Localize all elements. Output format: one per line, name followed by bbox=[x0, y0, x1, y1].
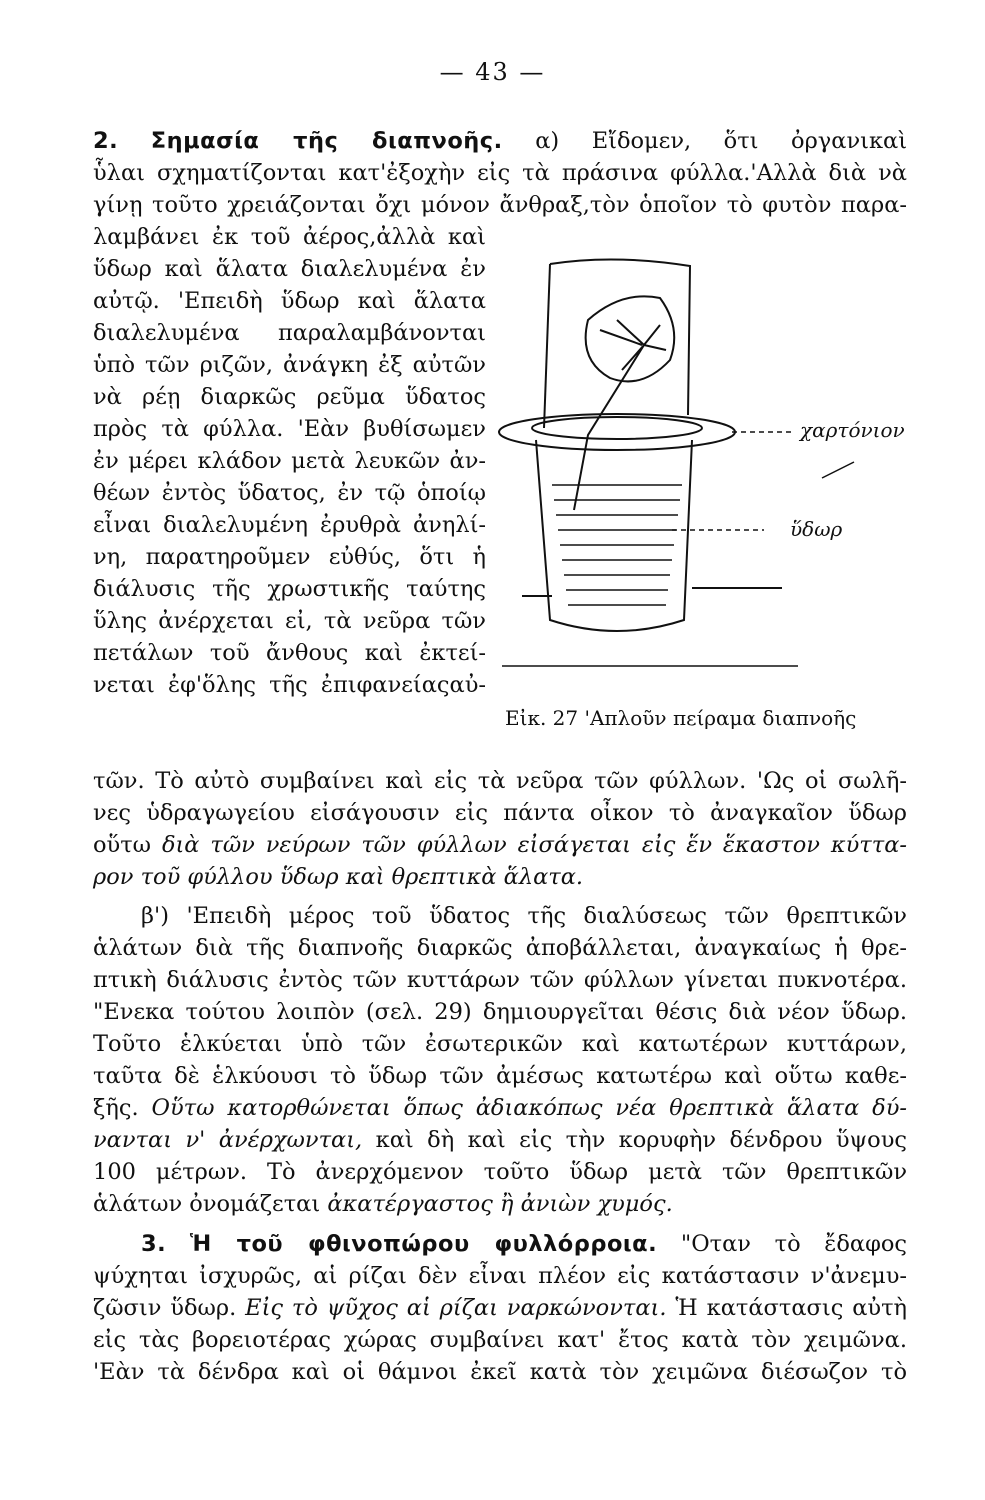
figure-transpiration-experiment bbox=[492, 250, 912, 700]
text-line: θέων ἐντὸς ὕδατος, ἐν τῷ ὁποίῳ bbox=[93, 480, 486, 506]
section-3-number: 3. bbox=[141, 1231, 167, 1257]
text-line: "Ενεκα τούτου λοιπὸν (σελ. 29) δημιουργεῖται θέσις διὰ νέον ὕδωρ. bbox=[93, 999, 907, 1025]
text-line: νὰ ρέῃ διαρκῶς ρεῦμα ὕδατος bbox=[93, 384, 486, 410]
text-line: πρὸς τὰ φύλλα. 'Εὰν βυθίσωμεν bbox=[93, 416, 486, 442]
text-line: εἰς τὰς βορειοτέρας χώρας συμβαίνει κατ' ἔτος κατὰ τὸν χειμῶνα. bbox=[93, 1327, 907, 1353]
text-fragment: "Οταν τὸ ἔδαφος bbox=[680, 1231, 908, 1257]
text-line bbox=[93, 1092, 907, 1124]
text-line: ὕδωρ καὶ ἅλατα διαλελυμένα ἐν bbox=[93, 256, 486, 282]
text-line: ὑπὸ τῶν ριζῶν, ἀνάγκη ἐξ αὐτῶν bbox=[93, 352, 486, 378]
text-fragment: β') 'Επειδὴ μέρος τοῦ ὕδατος τῆς διαλύσεως τῶν θρεπτικῶν bbox=[141, 903, 907, 929]
text-line: γίνῃ τοῦτο χρειάζονται ὄχι μόνον ἄνθραξ,τὸν ὁποῖον τὸ φυτὸν παρα- bbox=[93, 192, 907, 218]
italic-text: ρον τοῦ φύλλου ὕδωρ καὶ θρεπτικὰ ἅλατα. bbox=[93, 864, 584, 890]
text-line: λαμβάνει ἐκ τοῦ ἀέρος,ἀλλὰ καὶ bbox=[93, 224, 486, 250]
section-2-first-line bbox=[93, 125, 907, 157]
text-line: ἐν μέρει κλάδον μετὰ λευκῶν ἀν- bbox=[93, 448, 486, 474]
text-line: 100 μέτρων. Τὸ ἀνερχόμενον τοῦτο ὕδωρ μετὰ τῶν θρεπτικῶν bbox=[93, 1159, 907, 1185]
text-line: νη, παρατηροῦμεν εὐθύς, ὅτι ἡ bbox=[93, 544, 486, 570]
italic-text: Οὕτω κατορθώνεται ὅπως ἀδιακόπως νέα θρεπτικὰ ἅλατα δύ- bbox=[151, 1095, 907, 1121]
italic-text: νανται ν' ἀνέρχωνται, bbox=[93, 1127, 363, 1153]
text-line bbox=[93, 861, 907, 893]
section-2-number: 2. bbox=[93, 128, 119, 154]
text-line: 'Εὰν τὰ δένδρα καὶ οἱ θάμνοι ἐκεῖ κατὰ τὸν χειμῶνα διέσωζον τὸ bbox=[93, 1359, 907, 1385]
section-2-title: Σημασία τῆς διαπνοῆς. bbox=[150, 128, 503, 154]
text-line: τῶν. Τὸ αὐτὸ συμβαίνει καὶ εἰς τὰ νεῦρα τῶν φύλλων. 'Ως οἱ σωλῆ- bbox=[93, 768, 907, 794]
cardboard-ellipse bbox=[499, 414, 735, 450]
text-line bbox=[93, 1292, 907, 1324]
text-fragment: ζῶσιν ὕδωρ. bbox=[93, 1295, 237, 1321]
italic-text: διὰ τῶν νεύρων τῶν φύλλων εἰσάγεται εἰς ἕν ἕκαστον κύττα- bbox=[161, 832, 908, 858]
text-fragment: ξῆς. bbox=[93, 1095, 139, 1121]
label-cardboard: χαρτόνιον bbox=[800, 418, 905, 442]
text-line: α) Εἴδομεν, ὅτι ὀργανικαὶ bbox=[535, 128, 908, 154]
text-line bbox=[93, 1124, 907, 1156]
text-line bbox=[93, 900, 907, 932]
text-line: νες ὑδραγωγείου εἰσάγουσιν εἰς πάντα οἶκον τὸ ἀναγκαῖον ὕδωρ bbox=[93, 800, 907, 826]
text-fragment: οὕτω bbox=[93, 832, 152, 858]
label-water: ὕδωρ bbox=[790, 517, 843, 541]
italic-text: ἀκατέργαστος ἢ ἀνιὼν χυμός. bbox=[327, 1191, 673, 1217]
italic-text: Εἰς τὸ ψῦχος αἱ ρίζαι ναρκώνονται. bbox=[245, 1295, 667, 1321]
text-line: νεται ἐφ'ὅλης τῆς ἐπιφανείαςαὐ- bbox=[93, 672, 486, 698]
text-line: Τοῦτο ἑλκύεται ὑπὸ τῶν ἐσωτερικῶν καὶ κατωτέρων κυττάρων, bbox=[93, 1031, 907, 1057]
text-line: ψύχηται ἰσχυρῶς, αἱ ρίζαι δὲν εἶναι πλέον εἰς κατάστασιν ν'ἀνεμυ- bbox=[93, 1263, 907, 1289]
text-line bbox=[93, 829, 907, 861]
section-3-title: Ἡ τοῦ φθινοπώρου φυλλόρροια. bbox=[189, 1231, 658, 1257]
text-line: ὕλης ἀνέρχεται εἰ, τὰ νεῦρα τῶν bbox=[93, 608, 486, 634]
figure-caption: Εἰκ. 27 'Απλοῦν πείραμα διαπνοῆς bbox=[505, 706, 857, 730]
text-line: ταῦτα δὲ ἑλκύουσι τὸ ὕδωρ τῶν ἀμέσως κατωτέρω καὶ οὕτω καθε- bbox=[93, 1063, 907, 1089]
text-line: ὗλαι σχηματίζονται κατ'ἐξοχὴν εἰς τὰ πράσινα φύλλα.'Αλλὰ διὰ νὰ bbox=[93, 160, 907, 186]
text-line: εἶναι διαλελυμένη ἐρυθρὰ ἀνηλί- bbox=[93, 512, 486, 538]
text-fragment: ἁλάτων ὀνομάζεται bbox=[93, 1191, 321, 1217]
page-number: — 43 — bbox=[439, 58, 546, 86]
text-fragment: καὶ δὴ καὶ εἰς τὴν κορυφὴν δένδρου ὕψους bbox=[375, 1127, 907, 1153]
lower-glass bbox=[536, 440, 692, 631]
section-3-first-line bbox=[93, 1228, 907, 1260]
text-line: διάλυσις τῆς χρωστικῆς ταύτης bbox=[93, 576, 486, 602]
text-fragment: Ἡ κατάστασις αὐτὴ bbox=[675, 1295, 908, 1321]
text-line: πτικὴ διάλυσις ἐντὸς τῶν κυττάρων τῶν φύλλων γίνεται πυκνοτέρα. bbox=[93, 967, 907, 993]
text-line: διαλελυμένα παραλαμβάνονται bbox=[93, 320, 486, 346]
text-line: πετάλων τοῦ ἄνθους καὶ ἐκτεί- bbox=[93, 640, 486, 666]
text-line: αὐτῷ. 'Επειδὴ ὕδωρ καὶ ἅλατα bbox=[93, 288, 486, 314]
text-line: ἁλάτων διὰ τῆς διαπνοῆς διαρκῶς ἀποβάλλεται, ἀναγκαίως ἡ θρε- bbox=[93, 935, 907, 961]
text-line bbox=[93, 1188, 907, 1220]
